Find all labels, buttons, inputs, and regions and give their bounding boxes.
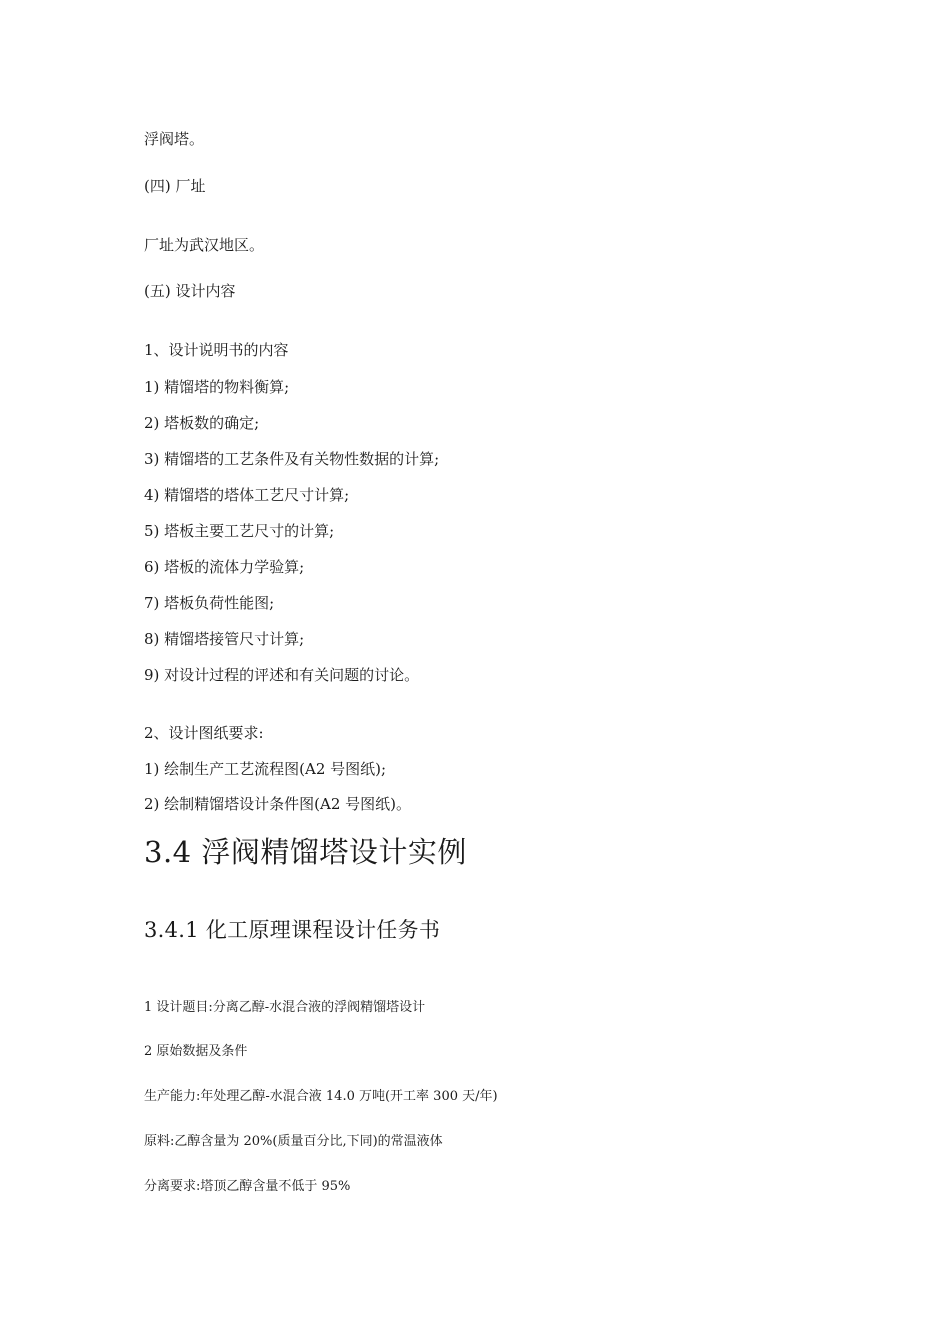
list-item: 4) 精馏塔的塔体工艺尺寸计算;: [144, 486, 350, 504]
list-item: 7) 塔板负荷性能图;: [144, 594, 275, 612]
list-item: 1) 绘制生产工艺流程图(A2 号图纸);: [144, 760, 387, 778]
chapter-heading: 3.4 浮阀精馏塔设计实例: [144, 835, 467, 869]
list-item: 8) 精馏塔接管尺寸计算;: [144, 630, 305, 648]
section-heading-design-content: (五) 设计内容: [144, 282, 236, 300]
paragraph-text: 厂址为武汉地区。: [144, 236, 265, 254]
list-heading-drawings: 2、设计图纸要求:: [144, 724, 264, 742]
list-item: 5) 塔板主要工艺尺寸的计算;: [144, 522, 335, 540]
paragraph-text: 浮阀塔。: [144, 130, 205, 148]
list-item: 3) 精馏塔的工艺条件及有关物性数据的计算;: [144, 450, 440, 468]
list-item: 6) 塔板的流体力学验算;: [144, 558, 305, 576]
section-heading-site: (四) 厂址: [144, 177, 206, 195]
list-heading-spec: 1、设计说明书的内容: [144, 341, 289, 359]
list-item: 2) 塔板数的确定;: [144, 414, 260, 432]
task-line: 1 设计题目:分离乙醇-水混合液的浮阀精馏塔设计: [144, 1000, 426, 1015]
list-item: 1) 精馏塔的物料衡算;: [144, 378, 290, 396]
task-line: 生产能力:年处理乙醇-水混合液 14.0 万吨(开工率 300 天/年): [144, 1089, 498, 1104]
list-item: 2) 绘制精馏塔设计条件图(A2 号图纸)。: [144, 795, 412, 813]
task-line: 分离要求:塔顶乙醇含量不低于 95%: [144, 1179, 351, 1194]
subchapter-heading: 3.4.1 化工原理课程设计任务书: [144, 918, 441, 942]
task-line: 原料:乙醇含量为 20%(质量百分比,下同)的常温液体: [144, 1134, 443, 1149]
task-line: 2 原始数据及条件: [144, 1044, 248, 1059]
list-item: 9) 对设计过程的评述和有关问题的讨论。: [144, 666, 420, 684]
